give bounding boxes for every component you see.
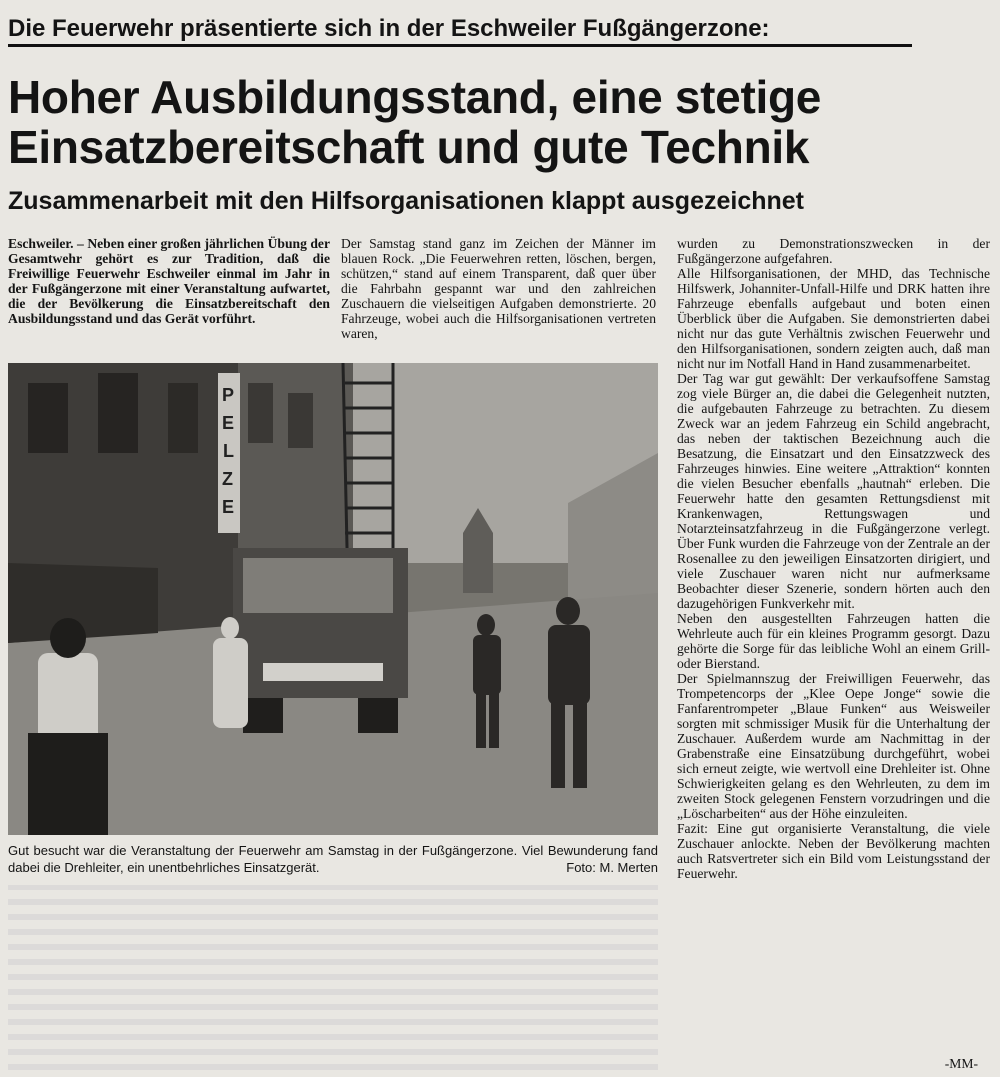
column-3-paragraph: Alle Hilfsorganisationen, der MHD, das Technische Hilfswerk, Johanniter-Unfall-Hilfe und DRK hatten ihre Fahrzeuge ebenfalls aufgebaut und boten einen Überblick über die Aufgaben. Sie demonstrierten dabei nicht nur das gute Verhältnis zwischen Feuerwehr und den Hilfsorganisationen, sondern zeigten auch, daß man nicht nur im Notfall Hand in Hand zusammenarbeitet. — [677, 266, 990, 371]
column-3-paragraph: Fazit: Eine gut organisierte Veranstaltung, die viele Zuschauer anlockte. Neben der Bevölkerung machten auch Ratsvertreter sich ein Bild vom Leistungsstand der Feuerwehr. — [677, 821, 990, 881]
column-3-paragraph: Neben den ausgestellten Fahrzeugen hatten die Wehrleute auch für ein kleines Programm gesorgt. Dazu gehörte die Sorge für das leibliche Wohl an einem Grill- oder Bierstand. — [677, 611, 990, 671]
photo-caption — [8, 842, 658, 876]
headline-line-2: Einsatzbereitschaft und gute Technik — [8, 121, 810, 173]
column-1 — [8, 236, 330, 326]
show-through-texture — [8, 885, 658, 1070]
kicker-line: Die Feuerwehr präsentierte sich in der Eschweiler Fußgängerzone: — [8, 15, 770, 42]
column-2-paragraph: Der Samstag stand ganz im Zeichen der Männer im blauen Rock. „Die Feuerwehren retten, löschen, bergen, schützen,“ stand auf einem Transparent, daß quer über die Fahrbahn gespannt war und den zahlreichen Zuschauern die vielseitigen Aufgaben demonstrierte. 20 Fahrzeuge, wobei auch die Hilfsorganisationen vertreten waren, — [341, 236, 656, 341]
lead-paragraph: Eschweiler. – Neben einer großen jährlichen Übung der Gesamtwehr gehört es zur Tradition, daß die Freiwillige Feuerwehr Eschweiler einmal im Jahr in der Fußgängerzone mit einer Veranstaltung aufwartet, die der Bevölkerung die Einsatzbereitschaft den Ausbildungsstand und das Gerät vorführt. — [8, 236, 330, 326]
sign-letter: L — [223, 441, 234, 461]
column-2 — [341, 236, 656, 341]
author-signature: -MM- — [944, 1056, 978, 1071]
headline-line-1: Hoher Ausbildungsstand, eine stetige — [8, 71, 822, 123]
column-3-paragraph: wurden zu Demonstrationszwecken in der Fußgängerzone aufgefahren. — [677, 236, 990, 266]
column-3 — [677, 236, 990, 881]
headline — [8, 72, 938, 172]
photo-credit: Foto: M. Merten — [566, 860, 658, 875]
news-photo — [8, 363, 658, 835]
street-scene-illustration — [8, 363, 658, 835]
sign-letter: P — [222, 385, 235, 405]
sign-letter: Z — [222, 469, 233, 489]
column-3-paragraph: Der Spielmannszug der Freiwilligen Feuerwehr, das Trompetencorps der „Klee Oepe Jonge“ sowie die Fanfarentrompeter „Blaue Funken“ aus Weisweiler sorgten mit schmissiger Musik für die Unterhaltung der Zuschauer. Außerdem wurde am Nachmittag in der Grabenstraße eine Einsatzübung durchgeführt, wobei sich erneut zeigte, wie wertvoll eine Drehleiter ist. Ohne Schwierigkeiten gelang es den Wehrleuten, zu dem im zweiten Stock gelegenen Fenstern vorzudringen und die „Löscharbeiten“ aus der Höhe einzuleiten. — [677, 671, 990, 821]
sign-letter: E — [222, 413, 235, 433]
column-3-paragraph: Der Tag war gut gewählt: Der verkaufsoffene Samstag zog viele Bürger an, die dabei die Gelegenheit nutzten, die aufgebauten Fahrzeuge zu betrachten. Zu diesem Zweck war an jedem Fahrzeug ein Schild angebracht, das neben der taktischen Bezeichnung auch die Besatzung, die Einsatzart und den Einsatzzweck des Fahrzeuges hinwies. Eine weitere „Attraktion“ konnten die vielen Besucher ebenfalls „hautnah“ erleben. Die Feuerwehr hatte den gesamten Rettungsdienst mit Krankenwagen, Rettungswagen und Notarzteinsatzfahrzeug in die Fußgängerzone verlegt. Über Funk wurden die Fahrzeuge von der Zentrale an der Rosenallee zu den jeweiligen Einsatzorten dirigiert, und viele Zuschauer waren nicht nur aufmerksame Beobachter dieser Szenerie, sondern hörten auch den dazugehörigen Funkverkehr mit. — [677, 371, 990, 611]
caption-text: Gut besucht war die Veranstaltung der Feuerwehr am Samstag in der Fußgängerzone. Viel Bewunderung fand dabei die Drehleiter, ein unentbehrliches Einsatzgerät. — [8, 843, 658, 875]
subheadline: Zusammenarbeit mit den Hilfsorganisationen klappt ausgezeichnet — [8, 187, 804, 215]
kicker-rule — [8, 44, 912, 47]
sign-letter: E — [222, 497, 235, 517]
